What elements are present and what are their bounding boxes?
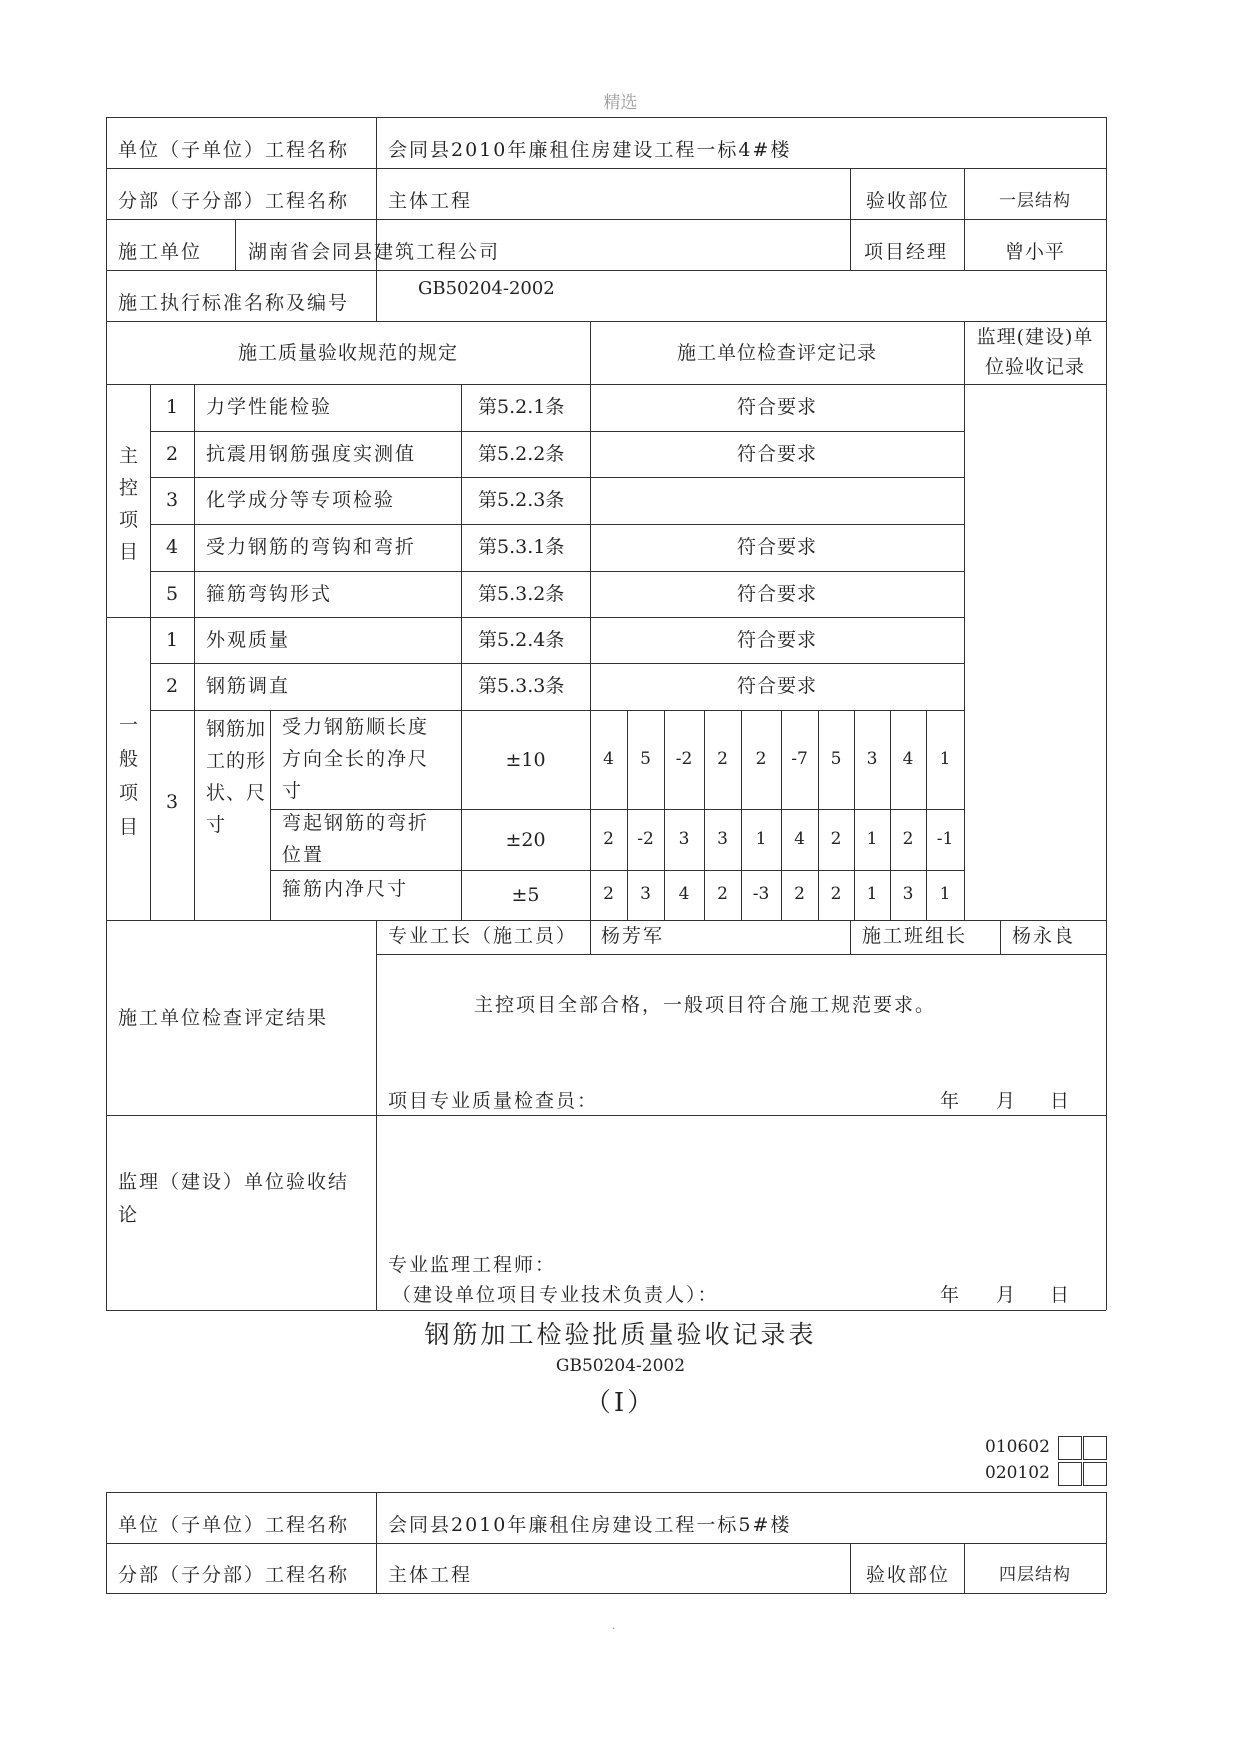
form2-unit-label: 单位（子单位）工程名称 <box>118 1514 350 1536</box>
foreman-value: 杨芳军 <box>601 925 665 947</box>
main-item-no: 2 <box>166 443 179 465</box>
main-item-clause: 第5.2.2条 <box>478 443 565 465</box>
acceptance-part-label: 验收部位 <box>866 190 951 212</box>
supervisor-label-line1: 监理（建设）单位验收结 <box>118 1171 350 1193</box>
measure-value-cell: 3 <box>678 828 690 849</box>
main-item-name: 力学性能检验 <box>206 396 333 418</box>
measure-value-cell: -7 <box>791 748 808 769</box>
measure-value-cell: 4 <box>603 748 614 769</box>
col-header-record: 施工单位检查评定记录 <box>676 342 877 364</box>
form2-code1: 010602 <box>985 1437 1050 1457</box>
main-item-name: 抗震用钢筋强度实测值 <box>206 443 417 465</box>
main-item-clause: 第5.3.1条 <box>478 536 565 558</box>
measure-value-cell: 3 <box>640 884 651 904</box>
measure-value-cell: 2 <box>902 828 914 849</box>
general-group-label: 一般项目 <box>119 714 139 838</box>
item3-name-line2: 工的形 <box>206 750 267 772</box>
form2-title: 钢筋加工检验批质量验收记录表 <box>424 1320 817 1349</box>
main-group-label: 主控项目 <box>119 445 139 563</box>
form2-roman: （Ⅰ） <box>584 1388 657 1418</box>
main-item-result: 符合要求 <box>736 396 817 418</box>
form2-standard: GB50204-2002 <box>555 1356 686 1376</box>
col-header-spec: 施工质量验收规范的规定 <box>237 342 458 364</box>
measure-row-tolerance: ±5 <box>511 884 540 906</box>
code2-box1[interactable] <box>1058 1462 1082 1486</box>
main-item-clause: 第5.3.2条 <box>478 583 565 605</box>
division-label: 分部（子分部）工程名称 <box>118 190 350 212</box>
item3-no: 3 <box>166 791 179 813</box>
measure-value-cell: 5 <box>640 748 651 769</box>
measure-row-name: 寸 <box>282 779 304 802</box>
form2-acceptance-part-value: 四层结构 <box>999 1565 1071 1585</box>
general-item-no: 1 <box>166 629 179 651</box>
pm-label: 项目经理 <box>864 241 949 263</box>
col-header-supervisor-line1: 监理(建设)单 <box>976 326 1094 348</box>
unit-label: 单位（子单位）工程名称 <box>118 139 350 161</box>
item3-name-line4: 寸 <box>206 814 227 836</box>
measure-value-cell: -2 <box>637 828 654 849</box>
team-leader-value: 杨永良 <box>1012 925 1076 947</box>
measure-value-cell: 2 <box>794 884 805 904</box>
measure-row-name: 弯起钢筋的弯折 <box>282 811 430 834</box>
form2-code2: 020102 <box>985 1463 1050 1483</box>
inspector-date-day: 日 <box>1050 1090 1072 1112</box>
inspector-label: 项目专业质量检查员： <box>388 1090 599 1112</box>
measure-value-cell: 5 <box>830 748 842 769</box>
measure-value-cell: 2 <box>717 748 728 769</box>
measure-value-cell: 1 <box>939 748 951 769</box>
form2-acceptance-part-label: 验收部位 <box>866 1564 951 1586</box>
main-item-result: 符合要求 <box>736 583 817 605</box>
acceptance-part-value: 一层结构 <box>999 191 1071 211</box>
form2-division-label: 分部（子分部）工程名称 <box>118 1564 350 1586</box>
measure-value-cell: 4 <box>794 828 805 849</box>
measure-value-cell: 4 <box>678 884 690 904</box>
main-item-no: 4 <box>166 536 179 558</box>
inspector-date-year: 年 <box>940 1090 962 1112</box>
unit-value: 会同县2010年廉租住房建设工程一标4#楼 <box>388 139 792 161</box>
measure-value-cell: 4 <box>902 748 914 769</box>
supervisor-date-month: 月 <box>996 1284 1018 1306</box>
foreman-label: 专业工长（施工员） <box>388 925 578 947</box>
general-item-clause: 第5.3.3条 <box>478 675 565 697</box>
general-item-result: 符合要求 <box>736 629 817 651</box>
item3-name-line1: 钢筋加 <box>206 718 267 740</box>
measure-value-cell: 2 <box>603 828 614 849</box>
form2-unit-value: 会同县2010年廉租住房建设工程一标5#楼 <box>388 1514 792 1536</box>
measure-value-cell: 3 <box>866 748 878 769</box>
division-value: 主体工程 <box>388 190 473 212</box>
form2-division-value: 主体工程 <box>388 1564 473 1586</box>
supervisor-date-year: 年 <box>940 1284 962 1306</box>
measure-value-cell: 3 <box>902 884 914 904</box>
measure-row-name: 箍筋内净尺寸 <box>282 878 409 900</box>
supervisor-label-line2: 论 <box>118 1204 140 1226</box>
general-item-name: 钢筋调直 <box>206 675 291 697</box>
measure-value-cell: -1 <box>936 828 954 849</box>
contractor-value: 湖南省会同县建筑工程公司 <box>248 241 501 263</box>
main-item-clause: 第5.2.1条 <box>478 396 565 418</box>
inspector-date-month: 月 <box>996 1090 1018 1112</box>
general-item-result: 符合要求 <box>736 675 817 697</box>
measure-value-cell: 2 <box>830 828 842 849</box>
measure-value-cell: 1 <box>866 828 878 849</box>
main-item-result: 符合要求 <box>736 443 817 465</box>
general-item-clause: 第5.2.4条 <box>478 629 565 651</box>
main-item-no: 5 <box>166 583 179 605</box>
contractor-result-label: 施工单位检查评定结果 <box>118 1007 329 1029</box>
header-tag: 精选 <box>603 93 638 113</box>
standard-value: GB50204-2002 <box>418 278 555 299</box>
measure-row-tolerance: ±10 <box>505 748 546 771</box>
measure-value-cell: 2 <box>717 884 728 904</box>
measure-value-cell: 2 <box>755 748 767 769</box>
measure-row-name: 方向全长的净尺 <box>282 747 430 770</box>
measure-row-tolerance: ±20 <box>505 828 546 851</box>
owner-tech-label: （建设单位项目专业技术负责人）： <box>392 1284 719 1306</box>
code1-box1[interactable] <box>1058 1436 1082 1460</box>
measure-value-cell: 1 <box>866 884 878 904</box>
main-item-name: 化学成分等专项检验 <box>206 489 396 511</box>
footer-dot: . <box>612 1621 618 1632</box>
contractor-label: 施工单位 <box>118 241 203 263</box>
general-item-no: 2 <box>166 675 179 697</box>
main-item-no: 3 <box>166 489 179 511</box>
pm-value: 曾小平 <box>1004 241 1065 263</box>
measure-value-cell: 1 <box>755 828 767 849</box>
supervisor-engineer-label: 专业监理工程师： <box>388 1254 557 1276</box>
main-item-name: 箍筋弯钩形式 <box>206 583 333 605</box>
measure-value-cell: -3 <box>752 884 770 904</box>
contractor-result-text: 主控项目全部合格，一般项目符合施工规范要求。 <box>474 994 937 1016</box>
measure-value-cell: 2 <box>830 884 842 904</box>
main-item-no: 1 <box>166 396 179 418</box>
measure-row-name: 受力钢筋顺长度 <box>282 715 430 738</box>
item3-name-line3: 状、尺 <box>206 782 267 804</box>
general-item-name: 外观质量 <box>206 629 291 651</box>
supervisor-date-day: 日 <box>1050 1284 1072 1306</box>
measure-value-cell: 2 <box>603 884 614 904</box>
measure-row-name: 位置 <box>282 843 325 866</box>
code2-box2[interactable] <box>1083 1462 1107 1486</box>
measure-value-cell: -2 <box>675 748 693 769</box>
team-leader-label: 施工班组长 <box>862 925 968 947</box>
main-item-clause: 第5.2.3条 <box>478 489 565 511</box>
code1-box2[interactable] <box>1083 1436 1107 1460</box>
measure-value-cell: 3 <box>717 828 728 849</box>
col-header-supervisor-line2: 位验收记录 <box>984 356 1085 378</box>
measure-value-cell: 1 <box>939 884 951 904</box>
main-item-name: 受力钢筋的弯钩和弯折 <box>206 536 417 558</box>
main-item-result: 符合要求 <box>736 536 817 558</box>
standard-label: 施工执行标准名称及编号 <box>118 292 350 314</box>
